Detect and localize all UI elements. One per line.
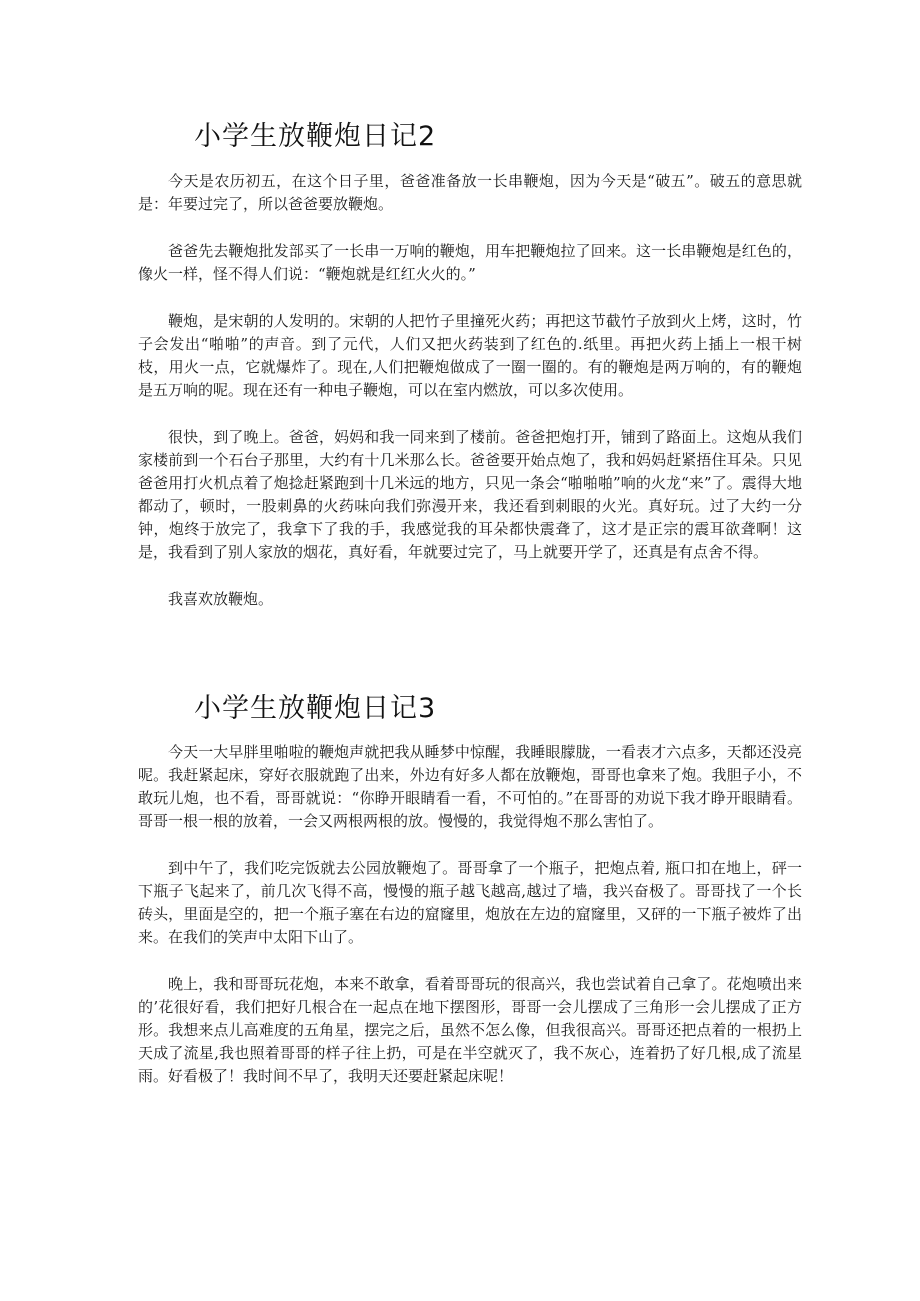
diary-3-paragraph-1: 今天一大早胖里啪啦的鞭炮声就把我从睡梦中惊醒，我睡眼朦胧，一看表才六点多，天都还没亮呢。我赶紧起床，穿好衣服就跑了出来，外边有好多人都在放鞭炮，哥哥也拿来了炮。我胆子小，不敢玩儿炮，也不看，哥哥就说：“你睁开眼睛看一看，不可怕的。”在哥哥的劝说下我才睁开眼睛看。哥哥一根一根的放着，一会又两根两根的放。慢慢的，我觉得炮不那么害怕了。 bbox=[138, 743, 802, 830]
diary-3-title: 小学生放鞭炮日记3 bbox=[194, 693, 437, 724]
diary-2-paragraph-1: 今天是农历初五，在这个日子里，爸爸准备放一长串鞭炮，因为今天是“破五”。破五的意思就是：年要过完了，所以爸爸要放鞭炮。 bbox=[138, 172, 802, 213]
diary-2-paragraph-4: 很快，到了晚上。爸爸，妈妈和我一同来到了楼前。爸爸把炮打开，铺到了路面上。这炮从我们家楼前到一个石台子那里，大约有十几米那么长。爸爸要开始点炮了，我和妈妈赶紧捂住耳朵。只见爸爸用打火机点着了炮捻赶紧跑到十几米远的地方，只见一条会“啪啪啪”响的火龙“来”了。震得大地都动了，顿时，一股刺鼻的火药味向我们弥漫开来，我还看到刺眼的火光。真好玩。过了大约一分钟，炮终于放完了，我拿下了我的手，我感觉我的耳朵都快震聋了，这才是正宗的震耳欲聋啊！这是，我看到了别人家放的烟花，真好看，年就要过完了，马上就要开学了，还真是有点舍不得。 bbox=[138, 428, 802, 561]
diary-3-body bbox=[138, 741, 802, 1088]
diary-3-paragraph-2: 到中午了，我们吃完饭就去公园放鞭炮了。哥哥拿了一个瓶子，把炮点着, 瓶口扣在地上，砰一下瓶子飞起来了，前几次飞得不高，慢慢的瓶子越飞越高,越过了墙，我兴奋极了。哥哥找了一个长砖头，里面是空的，把一个瓶子塞在右边的窟窿里，炮放在左边的窟窿里，又砰的一下瓶子被炸了出来。在我们的笑声中太阳下山了。 bbox=[138, 859, 802, 946]
diary-2-title: 小学生放鞭炮日记2 bbox=[194, 121, 437, 152]
diary-2-paragraph-3: 鞭炮，是宋朝的人发明的。宋朝的人把竹子里撞死火药；再把这节截竹子放到火上烤，这时，竹子会发出“啪啪”的声音。到了元代，人们又把火药装到了红色的.纸里。再把火药上插上一根干树枝，用火一点，它就爆炸了。现在,人们把鞭炮做成了一圈一圈的。有的鞭炮是两万响的，有的鞭炮是五万响的呢。现在还有一种电子鞭炮，可以在室内燃放，可以多次使用。 bbox=[138, 312, 802, 399]
diary-2-paragraph-2: 爸爸先去鞭炮批发部买了一长串一万响的鞭炮，用车把鞭炮拉了回来。这一长串鞭炮是红色的，像火一样，怪不得人们说：“鞭炮就是红红火火的。” bbox=[138, 242, 802, 283]
diary-2-body bbox=[138, 170, 802, 611]
diary-3-paragraph-3: 晚上，我和哥哥玩花炮，本来不敢拿，看着哥哥玩的很高兴，我也尝试着自己拿了。花炮喷出来的’花很好看，我们把好几根合在一起点在地下摆图形，哥哥一会儿摆成了三角形一会儿摆成了正方形。我想来点儿高难度的五角星，摆完之后，虽然不怎么像，但我很高兴。哥哥还把点着的一根扔上天成了流星,我也照着哥哥的样子往上扔，可是在半空就灭了，我不灰心，连着扔了好几根,成了流星雨。好看极了！我时间不早了，我明天还要赶紧起床呢！ bbox=[138, 975, 802, 1085]
diary-2-paragraph-5: 我喜欢放鞭炮。 bbox=[168, 590, 274, 608]
